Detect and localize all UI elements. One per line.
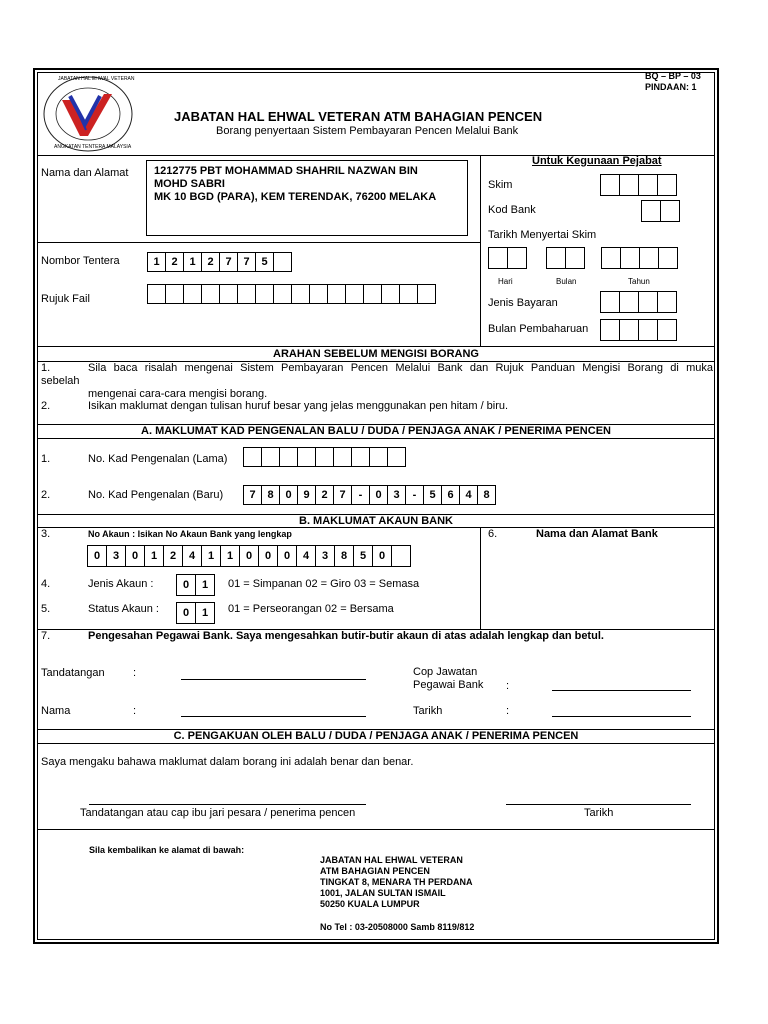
file-ref-box[interactable]: [417, 284, 436, 304]
ic-new-box[interactable]: 2: [315, 485, 334, 505]
stamp-colon: :: [506, 680, 510, 692]
account-item-number: 3.: [41, 528, 51, 540]
payment-type-box[interactable]: [657, 291, 677, 313]
ic-old-label: No. Kad Pengenalan (Lama): [88, 453, 228, 465]
account-status-number: 5.: [41, 603, 51, 615]
bank-confirm-text: Pengesahan Pegawai Bank. Saya mengesahkan butir-butir akaun di atas adalah lengkap dan betul.: [88, 630, 604, 642]
account-no-boxes[interactable]: [88, 545, 411, 567]
bank-code-label: Kod Bank: [488, 204, 536, 216]
renewal-month-box[interactable]: [600, 319, 620, 341]
account-no-box[interactable]: 0: [372, 545, 392, 567]
section-c-title-line: [37, 743, 715, 744]
account-no-box[interactable]: 1: [144, 545, 164, 567]
bank-name-label: Nama dan Alamat Bank: [536, 528, 658, 540]
office-divider: [480, 155, 481, 346]
account-status-boxes[interactable]: [177, 602, 215, 624]
bank-confirm-number: 7.: [41, 630, 51, 642]
section-a-title-line: [37, 438, 715, 439]
ic-new-box[interactable]: 4: [459, 485, 478, 505]
file-ref-box[interactable]: [237, 284, 256, 304]
year-box[interactable]: [658, 247, 678, 269]
return-address-label: Sila kembalikan ke alamat di bawah:: [89, 845, 245, 855]
declaration-text: Saya mengaku bahawa maklumat dalam borang ini adalah benar dan benar.: [41, 756, 414, 768]
bank-code-box[interactable]: [641, 200, 661, 222]
month-boxes[interactable]: [547, 247, 585, 269]
account-type-box[interactable]: 1: [195, 574, 215, 596]
section-b-title: B. MAKLUMAT AKAUN BANK: [299, 515, 453, 527]
file-ref-box[interactable]: [183, 284, 202, 304]
file-ref-box[interactable]: [309, 284, 328, 304]
file-ref-box[interactable]: [273, 284, 292, 304]
ic-old-number: 1.: [41, 453, 51, 465]
service-no-boxes[interactable]: [148, 252, 292, 272]
stamp-label-line-2: Pegawai Bank: [413, 679, 484, 691]
year-label: Tahun: [628, 277, 650, 286]
day-box[interactable]: [488, 247, 508, 269]
ic-old-box[interactable]: [297, 447, 316, 467]
ic-old-box[interactable]: [369, 447, 388, 467]
bank-date-colon: :: [506, 705, 510, 717]
bank-date-field[interactable]: [552, 716, 691, 717]
ic-old-box[interactable]: [333, 447, 352, 467]
ic-old-box[interactable]: [351, 447, 370, 467]
account-status-box[interactable]: 1: [195, 602, 215, 624]
account-no-box[interactable]: 2: [163, 545, 183, 567]
jhev-logo: [40, 74, 136, 154]
file-ref-box[interactable]: [219, 284, 238, 304]
skim-box[interactable]: [657, 174, 677, 196]
ic-new-box[interactable]: -: [405, 485, 424, 505]
instruction-1-wrap: sebelah: [41, 375, 80, 387]
file-ref-box[interactable]: [381, 284, 400, 304]
name-address-label: Nama dan Alamat: [41, 167, 129, 179]
account-no-box[interactable]: 3: [106, 545, 126, 567]
account-type-options: 01 = Simpanan 02 = Giro 03 = Semasa: [228, 578, 420, 590]
month-box[interactable]: [565, 247, 585, 269]
service-no-box[interactable]: [273, 252, 292, 272]
file-ref-box[interactable]: [255, 284, 274, 304]
service-no-box[interactable]: 2: [165, 252, 184, 272]
file-ref-box[interactable]: [399, 284, 418, 304]
account-no-box[interactable]: 5: [353, 545, 373, 567]
section-a-title: A. MAKLUMAT KAD PENGENALAN BALU / DUDA / PENJAGA ANAK / PENERIMA PENCEN: [141, 425, 611, 437]
ic-new-box[interactable]: 7: [243, 485, 262, 505]
account-no-box[interactable]: 1: [201, 545, 221, 567]
month-box[interactable]: [546, 247, 566, 269]
stamp-label-line-1: Cop Jawatan: [413, 666, 478, 678]
renewal-month-boxes[interactable]: [601, 319, 677, 341]
account-no-box[interactable]: 0: [277, 545, 297, 567]
account-no-box[interactable]: 8: [334, 545, 354, 567]
bank-officer-name-field[interactable]: [181, 716, 366, 717]
return-address-line-1: JABATAN HAL EHWAL VETERAN: [320, 855, 463, 865]
join-date-label: Tarikh Menyertai Skim: [488, 229, 597, 241]
account-no-box[interactable]: 4: [296, 545, 316, 567]
file-ref-box[interactable]: [363, 284, 382, 304]
instructions-divider: [37, 346, 715, 347]
ic-old-box[interactable]: [243, 447, 262, 467]
account-status-label: Status Akaun :: [88, 603, 159, 615]
ic-new-boxes[interactable]: [244, 485, 496, 505]
instruction-1-number: 1.: [41, 362, 51, 374]
instructions-title: ARAHAN SEBELUM MENGISI BORANG: [273, 348, 479, 360]
skim-box[interactable]: [600, 174, 620, 196]
instruction-2-text: Isikan maklumat dengan tulisan huruf besar yang jelas menggunakan pen hitam / biru.: [88, 400, 509, 412]
account-type-box[interactable]: 0: [176, 574, 196, 596]
form-subtitle: Borang penyertaan Sistem Pembayaran Pencen Melalui Bank: [216, 125, 519, 137]
account-no-box[interactable]: 4: [182, 545, 202, 567]
payment-type-boxes[interactable]: [601, 291, 677, 313]
logo-text-top: JABATAN HAL EHWAL VETERAN: [58, 76, 135, 82]
bank-signature-label: Tandatangan: [41, 667, 105, 679]
month-label: Bulan: [556, 277, 577, 286]
renewal-month-box[interactable]: [657, 319, 677, 341]
day-label: Hari: [498, 277, 513, 286]
bank-name-item-number: 6.: [488, 528, 498, 540]
return-divider: [37, 829, 715, 830]
file-ref-box[interactable]: [291, 284, 310, 304]
phone-number: No Tel : 03-20508000 Samb 8119/812: [320, 922, 475, 932]
bank-officer-name-colon: :: [133, 705, 137, 717]
account-no-box[interactable]: 3: [315, 545, 335, 567]
bank-code-box[interactable]: [660, 200, 680, 222]
applicant-divider: [37, 242, 480, 243]
revision-label: PINDAAN: 1: [645, 82, 697, 92]
name-line-1: 1212775 PBT MOHAMMAD SHAHRIL NAZWAN BIN: [154, 165, 418, 177]
skim-label: Skim: [488, 179, 513, 191]
name-line-2: MOHD SABRI: [154, 178, 225, 190]
ic-old-box[interactable]: [387, 447, 406, 467]
return-address-line-3: TINGKAT 8, MENARA TH PERDANA: [320, 877, 473, 887]
ic-old-box[interactable]: [279, 447, 298, 467]
declarant-signature-field[interactable]: [89, 804, 366, 805]
ic-new-box[interactable]: 0: [369, 485, 388, 505]
ic-new-box[interactable]: -: [351, 485, 370, 505]
ic-new-box[interactable]: 0: [279, 485, 298, 505]
ic-new-box[interactable]: 8: [477, 485, 496, 505]
payment-type-label: Jenis Bayaran: [488, 297, 558, 309]
file-ref-box[interactable]: [165, 284, 184, 304]
form-title: JABATAN HAL EHWAL VETERAN ATM BAHAGIAN PENCEN: [174, 109, 543, 124]
service-no-label: Nombor Tentera: [41, 255, 120, 267]
ic-old-box[interactable]: [315, 447, 334, 467]
return-address-line-5: 50250 KUALA LUMPUR: [320, 899, 420, 909]
ic-new-number: 2.: [41, 489, 51, 501]
skim-box[interactable]: [619, 174, 639, 196]
bank-date-label: Tarikh: [413, 705, 443, 717]
year-box[interactable]: [601, 247, 621, 269]
account-no-box[interactable]: 1: [220, 545, 240, 567]
stamp-field[interactable]: [552, 690, 691, 691]
day-box[interactable]: [507, 247, 527, 269]
year-boxes[interactable]: [602, 247, 678, 269]
year-box[interactable]: [620, 247, 640, 269]
file-ref-box[interactable]: [201, 284, 220, 304]
ic-new-label: No. Kad Pengenalan (Baru): [88, 489, 224, 501]
account-no-box[interactable]: 0: [239, 545, 259, 567]
declarant-date-caption: Tarikh: [584, 807, 614, 819]
bank-code-boxes[interactable]: [642, 200, 680, 222]
ic-new-box[interactable]: 3: [387, 485, 406, 505]
account-no-box[interactable]: 0: [125, 545, 145, 567]
bank-signature-field[interactable]: [181, 679, 366, 680]
skim-boxes[interactable]: [601, 174, 677, 196]
file-ref-box[interactable]: [147, 284, 166, 304]
skim-box[interactable]: [638, 174, 658, 196]
file-ref-boxes[interactable]: [148, 284, 436, 304]
account-type-boxes[interactable]: [177, 574, 215, 596]
account-type-number: 4.: [41, 578, 51, 590]
ic-new-box[interactable]: 9: [297, 485, 316, 505]
address-line: MK 10 BGD (PARA), KEM TERENDAK, 76200 MELAKA: [154, 191, 437, 203]
service-no-box[interactable]: 2: [201, 252, 220, 272]
file-ref-label: Rujuk Fail: [41, 293, 90, 305]
year-box[interactable]: [639, 247, 659, 269]
ic-new-box[interactable]: 7: [333, 485, 352, 505]
renewal-month-label: Bulan Pembaharuan: [488, 323, 589, 335]
bank-officer-name-label: Nama: [41, 705, 71, 717]
form-code: BQ – BP – 03: [645, 71, 701, 81]
service-no-box[interactable]: 1: [147, 252, 166, 272]
ic-new-box[interactable]: 5: [423, 485, 442, 505]
service-no-box[interactable]: 7: [237, 252, 256, 272]
service-no-box[interactable]: 1: [183, 252, 202, 272]
payment-type-box[interactable]: [600, 291, 620, 313]
account-status-options: 01 = Perseorangan 02 = Bersama: [228, 603, 394, 615]
service-no-box[interactable]: 5: [255, 252, 274, 272]
file-ref-box[interactable]: [345, 284, 364, 304]
section-c-title: C. PENGAKUAN OLEH BALU / DUDA / PENJAGA ANAK / PENERIMA PENCEN: [173, 730, 579, 742]
account-no-box[interactable]: 0: [87, 545, 107, 567]
bank-column-divider: [480, 527, 481, 629]
account-no-box[interactable]: [391, 545, 411, 567]
instruction-1-continued: mengenai cara-cara mengisi borang.: [88, 388, 268, 400]
payment-type-box[interactable]: [619, 291, 639, 313]
ic-old-box[interactable]: [261, 447, 280, 467]
payment-type-box[interactable]: [638, 291, 658, 313]
account-no-label: No Akaun : Isikan No Akaun Bank yang lengkap: [88, 529, 292, 539]
return-address-line-2: ATM BAHAGIAN PENCEN: [320, 866, 430, 876]
return-address-line-4: 1001, JALAN SULTAN ISMAIL: [320, 888, 446, 898]
renewal-month-box[interactable]: [638, 319, 658, 341]
ic-new-box[interactable]: 8: [261, 485, 280, 505]
ic-new-box[interactable]: 6: [441, 485, 460, 505]
logo-text-bottom: ANGKATAN TENTERA MALAYSIA: [54, 144, 132, 150]
account-no-box[interactable]: 0: [258, 545, 278, 567]
declarant-signature-caption: Tandatangan atau cap ibu jari pesara / penerima pencen: [80, 807, 356, 819]
renewal-month-box[interactable]: [619, 319, 639, 341]
instruction-2-number: 2.: [41, 400, 51, 412]
account-type-label: Jenis Akaun :: [88, 578, 154, 590]
day-boxes[interactable]: [489, 247, 527, 269]
ic-old-boxes[interactable]: [244, 447, 406, 467]
bank-signature-colon: :: [133, 667, 137, 679]
account-status-box[interactable]: 0: [176, 602, 196, 624]
declarant-date-field[interactable]: [506, 804, 691, 805]
service-no-box[interactable]: 7: [219, 252, 238, 272]
file-ref-box[interactable]: [327, 284, 346, 304]
office-use-title: Untuk Kegunaan Pejabat: [532, 155, 662, 167]
instruction-1-text: Sila baca risalah mengenai Sistem Pembayaran Pencen Melalui Bank dan Rujuk Panduan Mengisi Borang di muka: [88, 362, 713, 374]
